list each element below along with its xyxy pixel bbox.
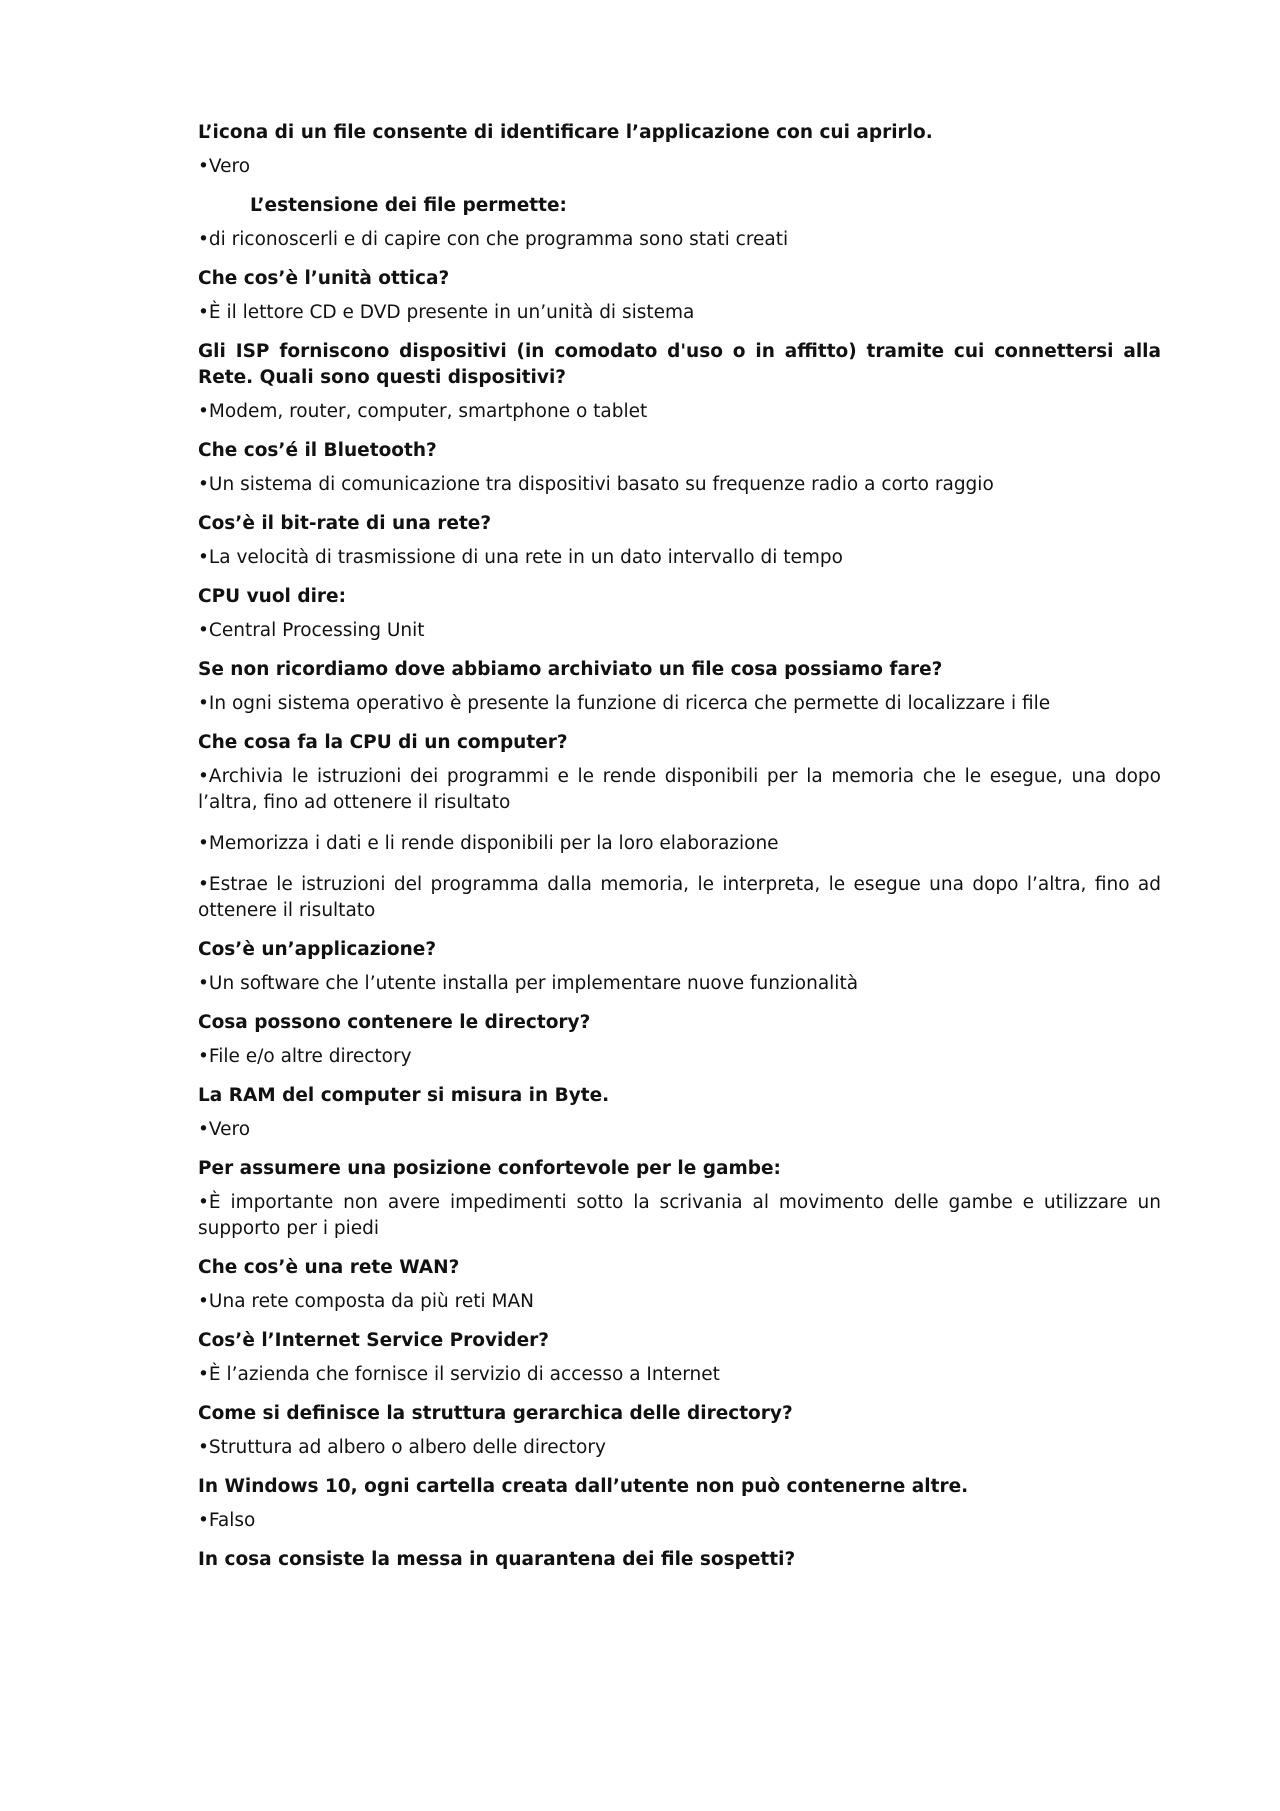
answer-10: • Un software che l’utente installa per implementare nuove funzionalità <box>198 971 1161 997</box>
question-6: Cos’è il bit-rate di una rete? <box>198 513 492 534</box>
question-13: Per assumere una posizione confortevole per le gambe: <box>198 1158 781 1179</box>
quiz-content <box>198 120 1161 1573</box>
answer-14: • Una rete composta da più reti MAN <box>198 1289 1161 1315</box>
answer-1: • Vero <box>198 154 1161 180</box>
answer-15: • È l’azienda che fornisce il servizio di accesso a Internet <box>198 1362 1161 1388</box>
question-2: L’estensione dei file permette: <box>250 195 567 216</box>
question-12: La RAM del computer si misura in Byte. <box>198 1085 610 1106</box>
answer-9-option-1: • Archivia le istruzioni dei programmi e le rende disponibili per la memoria che le esegue, una dopo l’altra, fino ad ottenere il risultato <box>198 764 1161 816</box>
question-16: Come si definisce la struttura gerarchica delle directory? <box>198 1403 793 1424</box>
question-14: Che cos’è una rete WAN? <box>198 1257 460 1278</box>
answer-12: • Vero <box>198 1117 1161 1143</box>
question-7: CPU vuol dire: <box>198 586 346 607</box>
answer-16: • Struttura ad albero o albero delle directory <box>198 1435 1161 1461</box>
answer-6: • La velocità di trasmissione di una rete in un dato intervallo di tempo <box>198 545 1161 571</box>
question-5: Che cos’é il Bluetooth? <box>198 440 437 461</box>
question-9: Che cosa fa la CPU di un computer? <box>198 732 568 753</box>
answer-9-option-3: • Estrae le istruzioni del programma dalla memoria, le interpreta, le esegue una dopo l’altra, fino ad ottenere il risultato <box>198 872 1161 924</box>
question-10: Cos’è un’applicazione? <box>198 939 437 960</box>
question-15: Cos’è l’Internet Service Provider? <box>198 1330 550 1351</box>
answer-17: • Falso <box>198 1508 1161 1534</box>
question-11: Cosa possono contenere le directory? <box>198 1012 591 1033</box>
answer-3: • È il lettore CD e DVD presente in un’unità di sistema <box>198 300 1161 326</box>
question-17: In Windows 10, ogni cartella creata dall’utente non può contenerne altre. <box>198 1476 969 1497</box>
answer-11: • File e/o altre directory <box>198 1044 1161 1070</box>
answer-7: • Central Processing Unit <box>198 618 1161 644</box>
answer-5: • Un sistema di comunicazione tra dispositivi basato su frequenze radio a corto raggio <box>198 472 1161 498</box>
answer-13: • È importante non avere impedimenti sotto la scrivania al movimento delle gambe e utilizzare un supporto per i piedi <box>198 1190 1161 1242</box>
answer-4: • Modem, router, computer, smartphone o tablet <box>198 399 1161 425</box>
question-3: Che cos’è l’unità ottica? <box>198 268 450 289</box>
question-8: Se non ricordiamo dove abbiamo archiviato un file cosa possiamo fare? <box>198 659 943 680</box>
answer-8: • In ogni sistema operativo è presente la funzione di ricerca che permette di localizzare i file <box>198 691 1161 717</box>
question-18: In cosa consiste la messa in quarantena dei file sospetti? <box>198 1549 796 1570</box>
question-1: L’icona di un file consente di identificare l’applicazione con cui aprirlo. <box>198 122 933 143</box>
question-4: Gli ISP forniscono dispositivi (in comodato d'uso o in affitto) tramite cui connettersi alla Rete. Quali sono questi dispositivi? <box>198 341 1161 388</box>
answer-2: • di riconoscerli e di capire con che programma sono stati creati <box>198 227 1161 253</box>
answer-9-option-2: • Memorizza i dati e li rende disponibili per la loro elaborazione <box>198 831 1161 857</box>
